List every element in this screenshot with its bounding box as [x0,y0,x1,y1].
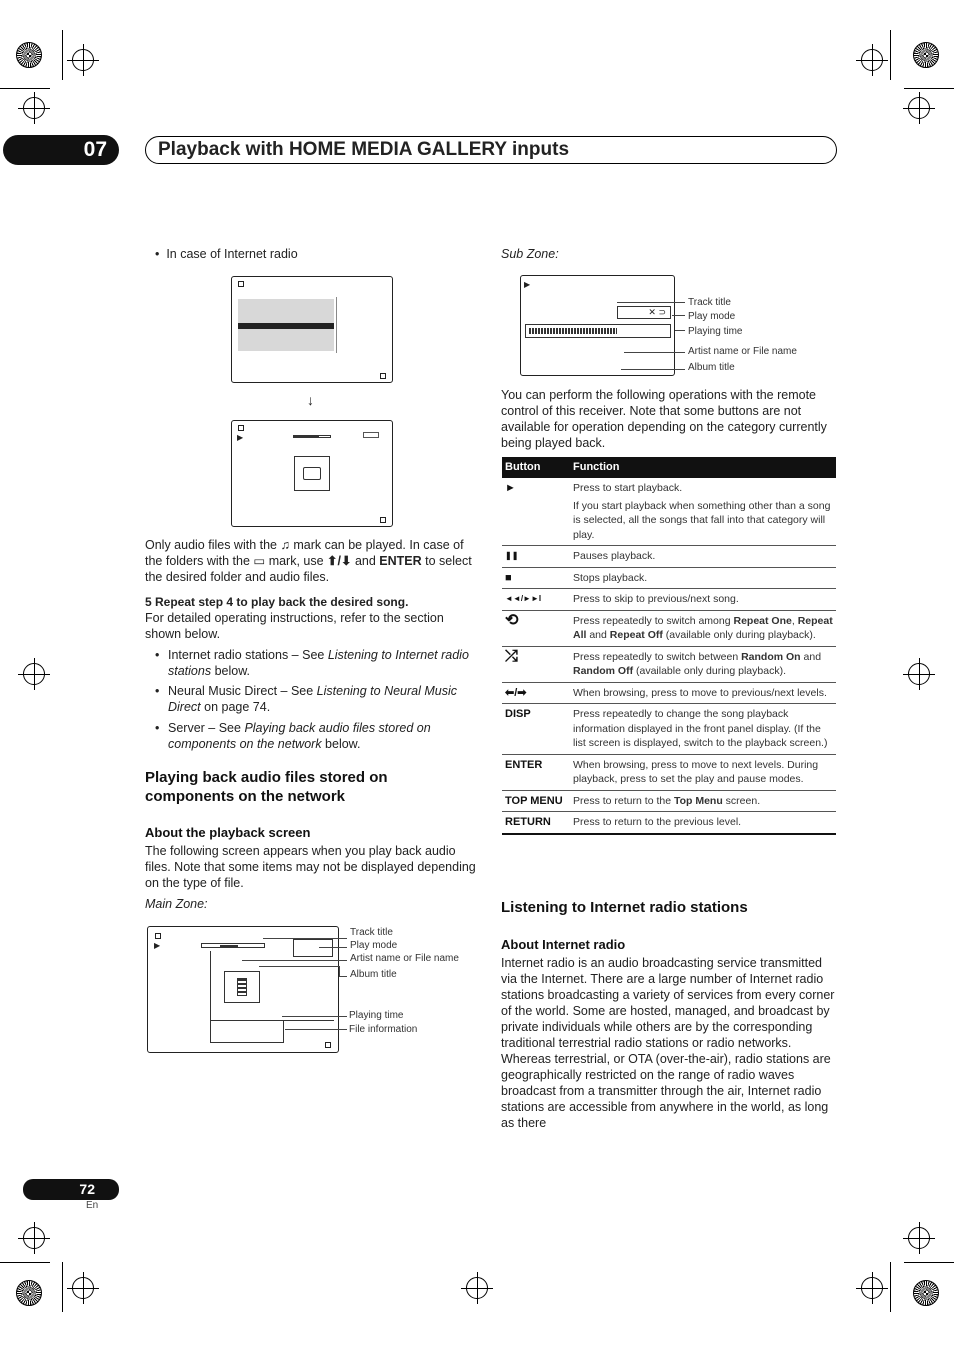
table-row [502,589,836,611]
table-row [502,567,836,589]
registration-sunburst-top-right [913,42,939,68]
crop-mark [904,88,954,89]
crop-mark [0,88,50,89]
menu-icon [380,373,386,379]
enter-button-label: ENTER [502,754,570,790]
table-cell: When browsing, press to move to previous/next levels. [570,682,836,704]
album-art [224,971,260,1003]
callout-line [621,369,685,370]
registration-crosshair [861,49,883,71]
playing-time-fill [529,328,617,334]
registration-crosshair [72,1277,94,1299]
callout-line [319,947,347,948]
note-icon: ♫ [280,538,290,552]
down-arrow: ↓ [307,392,314,408]
return-icon [155,933,161,939]
sub-heading: About the playback screen [145,825,311,840]
callout-line [339,976,347,977]
crop-mark [890,1262,891,1312]
speaker-icon [237,978,247,996]
callout-album-title: Album title [688,362,735,373]
section-heading-internet-radio: Listening to Internet radio stations [501,899,748,916]
registration-crosshair [861,1277,883,1299]
play-mode-box: ✕ ⊃ [617,306,671,319]
registration-crosshair [23,1227,45,1249]
disp-button-label: DISP [502,704,570,755]
registration-crosshair [72,49,94,71]
registration-crosshair [466,1277,488,1299]
internet-radio-body: Internet radio is an audio broadcasting service transmitted via the Internet. There are a large number of Internet radio stations broadcasting a variety of services from every corner of the world. Some are hosted, managed, and broadcast by private individuals while others are by the corresponding traditional terrestrial radio stations or radio networks. Whereas terrestrial, or OTA (over-the-air), radio stations are geographically restricted on the range of radio waves broadcast from a transmitter through the air, Internet radio stations are accessible from anywhere in the world, as long as there [501,956,835,1130]
page-number: 72 [23,1179,119,1200]
registration-sunburst-bottom-right [913,1280,939,1306]
bullet-item: • Internet radio stations – See Listening to Internet radio stations below. [155,648,469,678]
play-button-icon: ► [502,478,570,546]
table-row [502,812,836,834]
menu-icon [325,1042,331,1048]
registration-crosshair [908,663,930,685]
callout-album-title: Album title [350,969,397,980]
top-menu-button-label: TOP MENU [502,790,570,812]
crop-mark [890,30,891,80]
crop-mark [904,1262,954,1263]
play-icon: ▶ [154,941,161,950]
table-cell: Press to return to the Top Menu screen. [570,790,836,812]
table-row [502,478,836,546]
callout-line [282,1016,347,1017]
table-cell: Pauses playback. [570,546,836,568]
skip-button-icon: ◄◄/►►I [502,589,570,611]
callout-artist-name: Artist name or File name [350,953,459,964]
list-scrollbar [336,297,337,353]
table-cell: Press to return to the previous level. [570,812,836,834]
table-row [502,790,836,812]
up-down-arrows-icon: ⬆/⬇ [327,554,352,568]
col-header-function: Function [570,457,836,478]
registration-crosshair [908,97,930,119]
main-zone-screen [147,926,339,1053]
registration-crosshair [23,97,45,119]
button-function-table [502,457,836,835]
sub-zone-label: Sub Zone: [501,247,559,261]
callout-playing-time: Playing time [349,1010,404,1021]
callout-line [624,352,685,353]
registration-crosshair [23,663,45,685]
callout-line [675,330,685,331]
table-cell: Press repeatedly to change the song playback information displayed in the front panel display. (If the list screen is displayed, switch to the playback screen.) [570,704,836,755]
step5-heading: 5 Repeat step 4 to play back the desired song. [145,595,409,609]
callout-playing-time: Playing time [688,326,743,337]
table-cell: When browsing, press to move to next levels. During playback, press to set the play and pause modes. [570,754,836,790]
sub-zone-screen [520,275,675,376]
radio-icon [303,467,321,480]
callout-file-information: File information [349,1024,418,1035]
table-row [502,610,836,646]
main-zone-label: Main Zone: [145,897,208,911]
table-cell: Press repeatedly to switch between Random On and Random Off (available only during playback). [570,646,836,682]
list-selection-bar [238,323,334,329]
crop-mark [62,1262,63,1312]
chapter-number: 07 [3,135,119,165]
play-mode-indicator [363,432,379,438]
bullet-item: • Server – See Playing back audio files stored on components on the network below. [155,721,431,751]
table-row [502,704,836,755]
file-info-box [210,1020,284,1043]
chapter-title: Playback with HOME MEDIA GALLERY inputs [145,136,837,164]
para-audio-files: Only audio files with the ♫ mark can be played. In case of the folders with the ▭ mark, use ⬆/⬇ and ENTER to select the desired folder and audio files. [145,538,472,584]
table-row [502,754,836,790]
callout-play-mode: Play mode [350,940,398,951]
return-button-label: RETURN [502,812,570,834]
remote-intro: You can perform the following operations with the remote control of this receiver. Note that some buttons are not available for operation depending on the category currently being played back. [501,388,827,450]
table-cell: Stops playback. [570,567,836,589]
col-header-button: Button [502,457,570,478]
bullet-item: • Neural Music Direct – See Listening to Neural Music Direct on page 74. [155,684,458,714]
callout-track-title: Track title [688,297,731,308]
stop-button-icon: ■ [502,567,570,589]
play-icon: ▶ [237,433,244,442]
progress-bar [293,435,331,438]
callout-artist-name: Artist name or File name [688,346,797,357]
callout-line [617,302,685,303]
table-row [502,546,836,568]
random-button-icon: ⤮ [502,646,570,682]
callout-line [672,315,685,316]
table-cell: Press repeatedly to switch among Repeat One, Repeat All and Repeat Off (available only during playback). [570,610,836,646]
table-row [502,646,836,682]
folder-icon: ▭ [253,554,266,568]
language-label: En [86,1200,99,1211]
sub-heading-about-internet-radio: About Internet radio [501,937,626,952]
table-cell: Press to start playback. If you start playback when something other than a song is selected, all the songs that fall into that category will play. [570,478,836,546]
internet-radio-list-screen [231,276,393,383]
callout-line [263,938,347,939]
registration-sunburst-bottom-left [16,1280,42,1306]
callout-line [259,966,339,967]
return-icon [238,425,244,431]
pause-button-icon: ❚❚ [502,546,570,568]
callout-line [242,960,347,961]
play-icon: ▶ [524,280,531,289]
registration-sunburst-top-left [16,42,42,68]
bullet-internet-radio: • In case of Internet radio [155,247,298,261]
menu-icon [380,517,386,523]
playing-time-bar [525,324,671,338]
return-icon [238,281,244,287]
step5-text: For detailed operating instructions, refer to the section shown below. [145,611,444,641]
registration-crosshair [908,1227,930,1249]
section-heading: Playing back audio files stored on components on the network [145,769,388,805]
left-right-button-icon: ⬅/➡ [502,682,570,704]
table-cell: Press to skip to previous/next song. [570,589,836,611]
sub-text: The following screen appears when you play back audio files. Note that some items may not be displayed depending on the type of file. [145,844,476,890]
table-row [502,682,836,704]
callout-track-title: Track title [350,927,393,938]
table-header-row [502,457,836,478]
crop-mark [62,30,63,80]
callout-line [285,1029,347,1030]
radio-art [294,456,330,491]
crop-mark [0,1262,50,1263]
progress-fill [220,945,238,947]
internet-radio-play-screen [231,420,393,527]
repeat-button-icon: ⟲ [502,610,570,646]
callout-play-mode: Play mode [688,311,736,322]
